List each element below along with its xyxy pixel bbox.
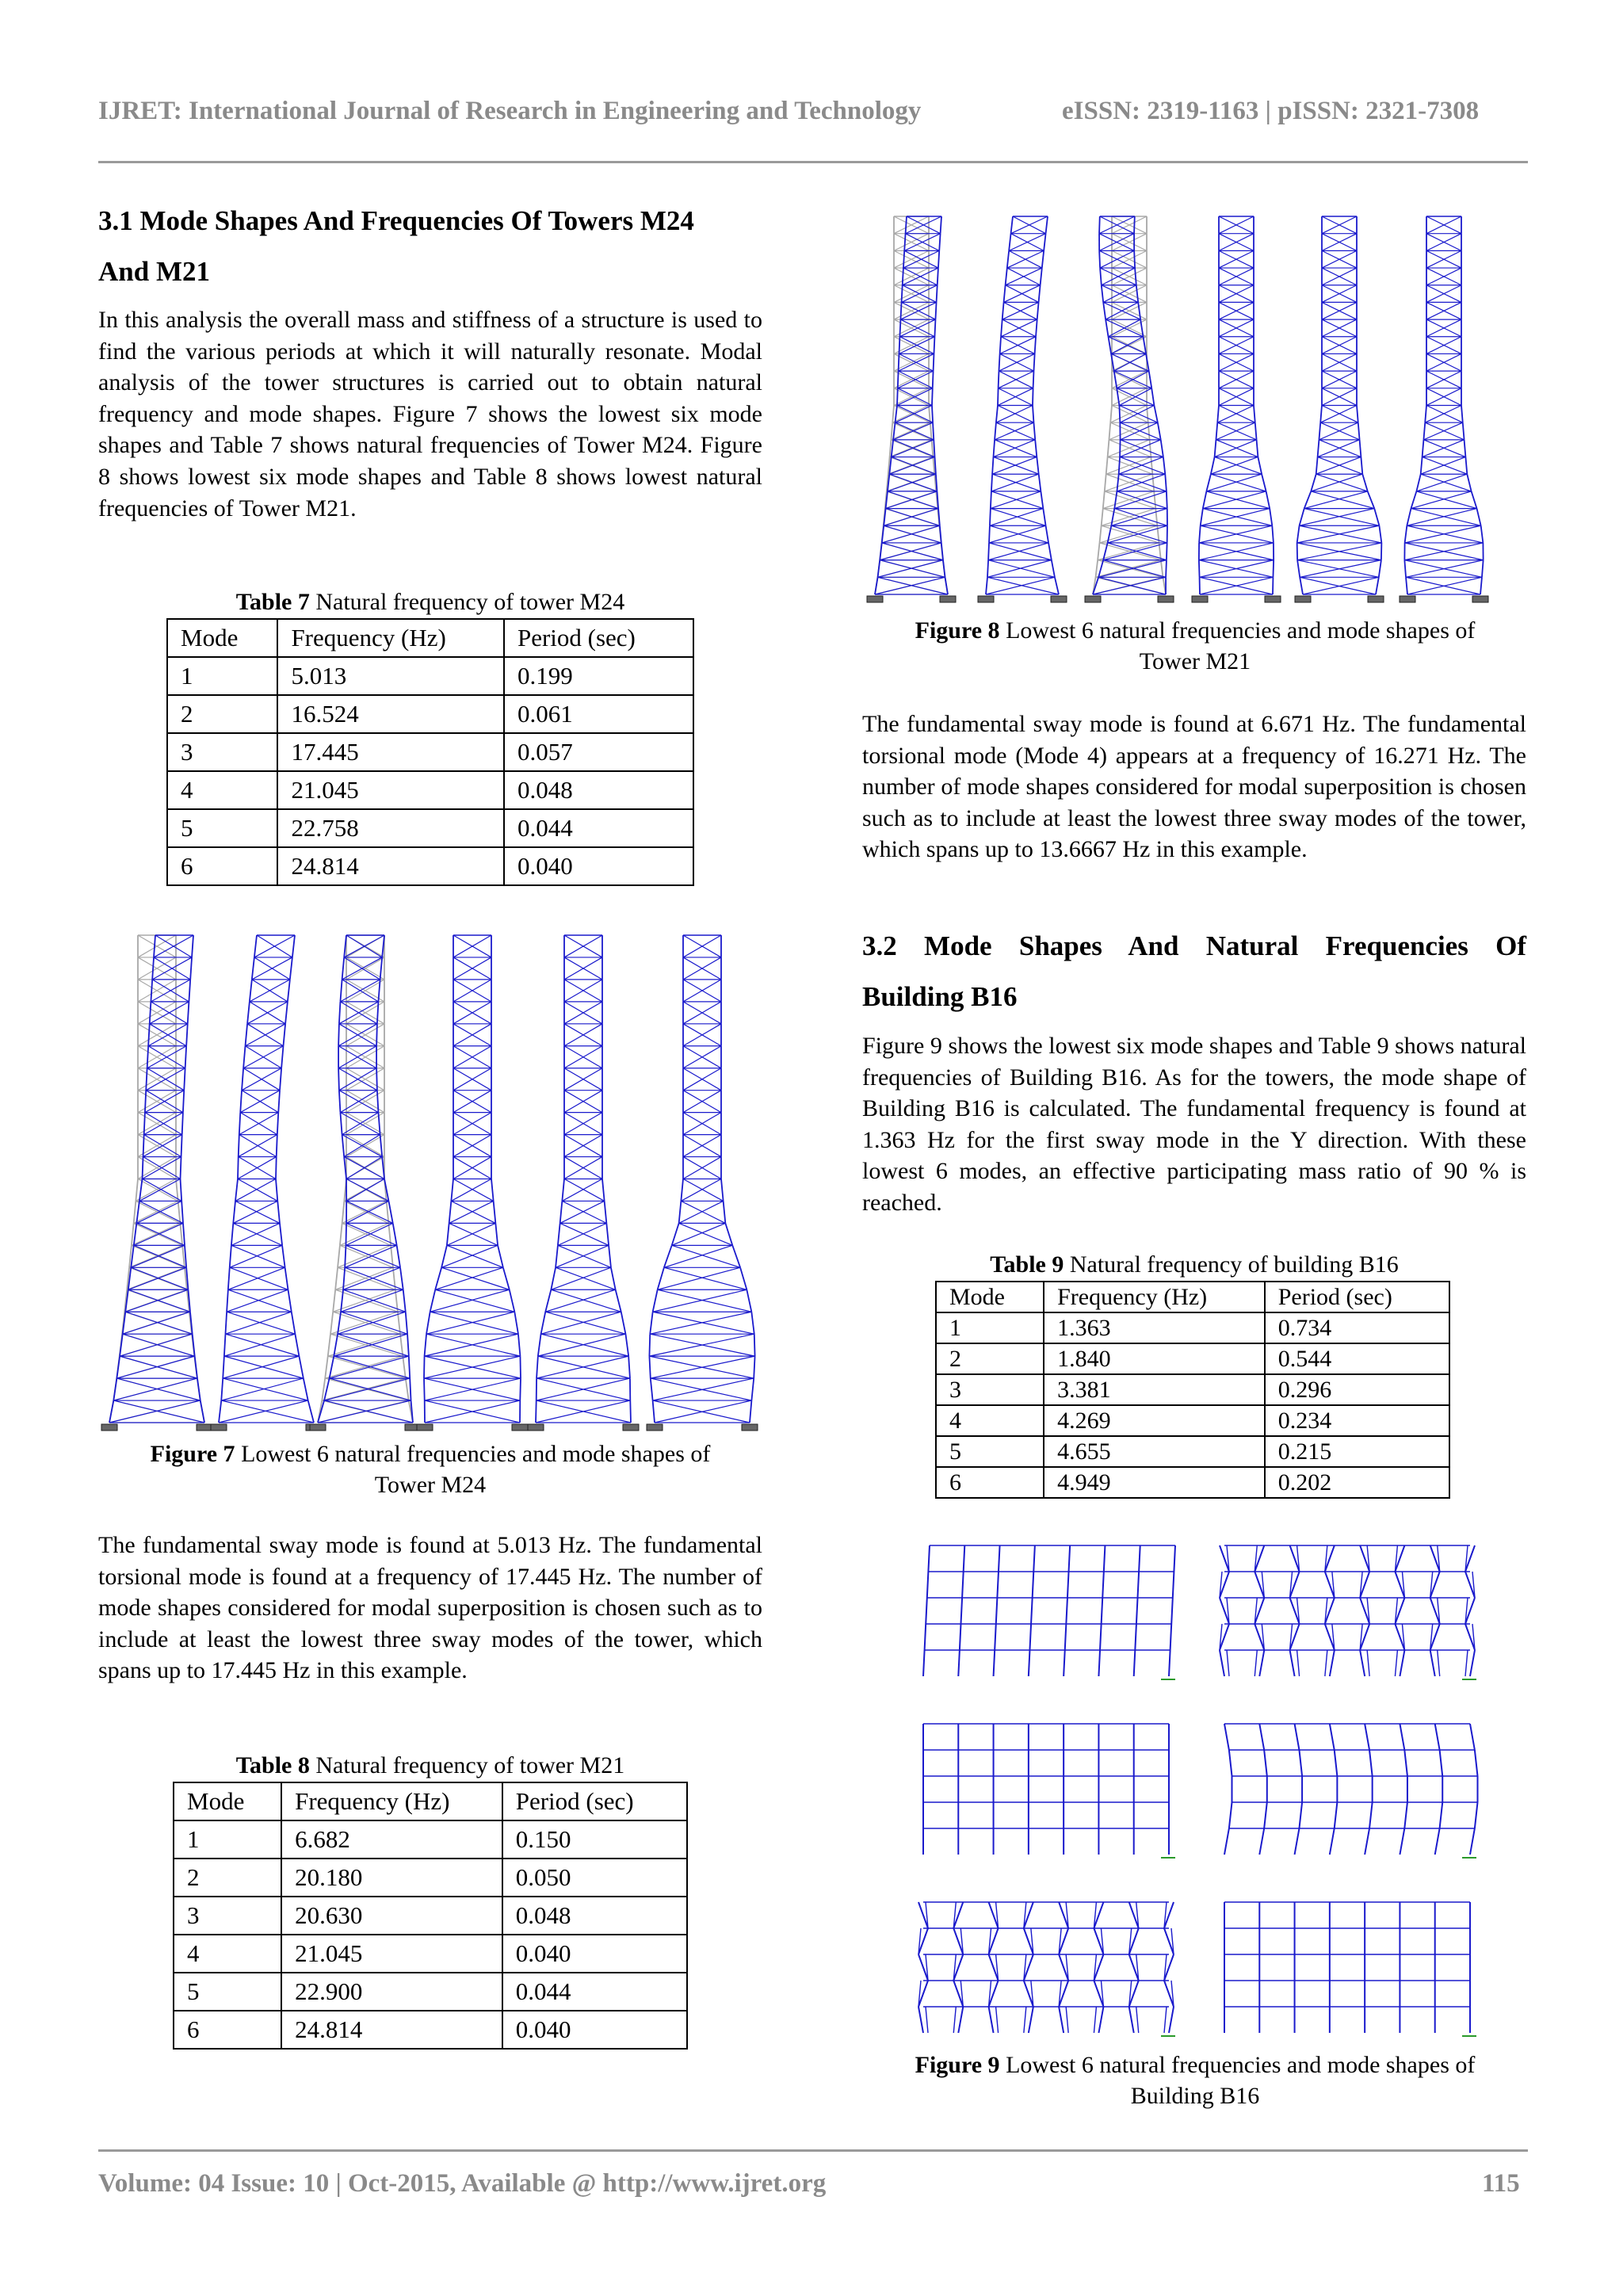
figure7-mode-shape-5 xyxy=(536,935,631,1423)
figure9-mode-shape-5 xyxy=(918,1902,1175,2036)
table-row xyxy=(936,1467,1449,1498)
table-cell: 2 xyxy=(174,1859,281,1897)
table-cell: 4.269 xyxy=(1044,1405,1265,1436)
table-header-row xyxy=(167,619,693,657)
figure7-mode-shape-4 xyxy=(424,935,521,1423)
header-rule xyxy=(98,161,1528,163)
figure7-caption xyxy=(98,1438,762,1500)
figure8-mode-shape-6 xyxy=(1404,216,1483,594)
figure8-caption xyxy=(862,615,1528,677)
table-cell: 0.044 xyxy=(502,1973,687,2011)
table-cell: 1 xyxy=(174,1820,281,1859)
table-cell: 5.013 xyxy=(277,657,504,695)
table-cell: 20.180 xyxy=(281,1859,502,1897)
table-cell: 4 xyxy=(174,1935,281,1973)
table7-title: Natural frequency of tower M24 xyxy=(315,589,625,615)
table-cell: 4.655 xyxy=(1044,1436,1265,1467)
column-header: Frequency (Hz) xyxy=(277,619,504,657)
section-3-1-paragraph: In this analysis the overall mass and stiffness of a structure is used to find the various periods at which it will naturally resonate. Modal analysis of the tower structures is carried out to obtain natural frequency and mode shapes. Figure 7 shows the lowest six mode shapes and Table 7 shows natural frequencies of Tower M24. Figure 8 shows lowest six mode shapes and Table 8 shows lowest natural frequencies of Tower M21. xyxy=(98,307,762,521)
table-cell: 3 xyxy=(936,1374,1044,1405)
table7 xyxy=(166,618,694,886)
table-cell: 6 xyxy=(167,847,277,885)
figure8-caption-line2: Tower M21 xyxy=(1139,648,1251,674)
table-cell: 21.045 xyxy=(281,1935,502,1973)
table-cell: 22.758 xyxy=(277,809,504,847)
table-cell: 1 xyxy=(936,1312,1044,1343)
table-cell: 4 xyxy=(167,771,277,809)
column-header: Period (sec) xyxy=(504,619,693,657)
table-cell: 3.381 xyxy=(1044,1374,1265,1405)
issn: eISSN: 2319-1163 | pISSN: 2321-7308 xyxy=(1062,97,1480,125)
table9-title: Natural frequency of building B16 xyxy=(1069,1251,1399,1278)
table-cell: 0.040 xyxy=(504,847,693,885)
table-cell: 24.814 xyxy=(281,2011,502,2049)
figure7-mode-shape-6 xyxy=(649,935,754,1423)
table-cell: 0.061 xyxy=(504,695,693,733)
table7-caption xyxy=(98,588,762,617)
table-cell: 6 xyxy=(174,2011,281,2049)
journal-title: IJRET: International Journal of Research in Engineering and Technology xyxy=(98,97,922,125)
table-row xyxy=(167,733,693,771)
table-cell: 22.900 xyxy=(281,1973,502,2011)
table-cell: 2 xyxy=(936,1343,1044,1374)
column-header: Frequency (Hz) xyxy=(281,1782,502,1820)
table-row xyxy=(174,1935,687,1973)
table-cell: 1.363 xyxy=(1044,1312,1265,1343)
table-cell: 3 xyxy=(167,733,277,771)
table-row xyxy=(174,1859,687,1897)
table-cell: 0.215 xyxy=(1265,1436,1449,1467)
table-cell: 1.840 xyxy=(1044,1343,1265,1374)
figure8-label: Figure 8 xyxy=(915,617,1000,644)
figure7-image xyxy=(100,927,789,1435)
column-header: Period (sec) xyxy=(502,1782,687,1820)
table-cell: 0.544 xyxy=(1265,1343,1449,1374)
figure8-mode-shape-2 xyxy=(986,216,1059,594)
table-cell: 6.682 xyxy=(281,1820,502,1859)
table-cell: 2 xyxy=(167,695,277,733)
table-cell: 20.630 xyxy=(281,1897,502,1935)
figure9-caption xyxy=(862,2050,1528,2111)
table-cell: 0.150 xyxy=(502,1820,687,1859)
table-cell: 0.057 xyxy=(504,733,693,771)
section-3-2-title-line1: 3.2 Mode Shapes And Natural Frequencies Of xyxy=(862,930,1526,961)
figure9-mode-shape-6 xyxy=(1224,1902,1476,2036)
table-cell: 0.044 xyxy=(504,809,693,847)
table-cell: 0.048 xyxy=(504,771,693,809)
figure8-mode-shape-3 xyxy=(1093,216,1167,594)
table9 xyxy=(935,1281,1450,1499)
figure9-mode-shape-1 xyxy=(923,1545,1175,1679)
figure7-caption-line2: Tower M24 xyxy=(374,1472,487,1498)
figure7-mode-shape-3 xyxy=(318,935,413,1423)
footer-rule xyxy=(98,2149,1528,2152)
table-row xyxy=(936,1405,1449,1436)
table-cell: 4.949 xyxy=(1044,1467,1265,1498)
table-cell: 4 xyxy=(936,1405,1044,1436)
table-cell: 6 xyxy=(936,1467,1044,1498)
column-header: Period (sec) xyxy=(1265,1282,1449,1312)
figure9-image xyxy=(919,1545,1490,2045)
table-cell: 17.445 xyxy=(277,733,504,771)
page-number: 115 xyxy=(1482,2169,1520,2198)
figure8-mode-shape-1 xyxy=(875,216,948,594)
table-cell: 24.814 xyxy=(277,847,504,885)
table7-label: Table 7 xyxy=(235,589,310,615)
column-header: Mode xyxy=(167,619,277,657)
table-cell: 0.296 xyxy=(1265,1374,1449,1405)
table-cell: 21.045 xyxy=(277,771,504,809)
figure8-discussion: The fundamental sway mode is found at 6.671 Hz. The fundamental torsional mode (Mode 4) appears at a frequency of 16.271 Hz. The number of mode shapes considered for modal superposition is chosen such as to include at least the lowest three sway modes of the tower, which spans up to 13.6667 Hz in this example. xyxy=(862,711,1526,863)
figure9-caption-line2: Building B16 xyxy=(1130,2083,1260,2109)
table-row xyxy=(936,1436,1449,1467)
table-row xyxy=(167,771,693,809)
figure7-caption-line1: Lowest 6 natural frequencies and mode shapes of xyxy=(241,1441,711,1467)
figure9-mode-shape-3 xyxy=(923,1724,1175,1858)
table-cell: 0.234 xyxy=(1265,1405,1449,1436)
figure9-label: Figure 9 xyxy=(915,2052,1000,2078)
table-row xyxy=(167,809,693,847)
table9-label: Table 9 xyxy=(990,1251,1064,1278)
figure9-mode-shape-2 xyxy=(1220,1545,1476,1679)
table8-title: Natural frequency of tower M21 xyxy=(315,1752,625,1778)
section-3-1-title-line1: 3.1 Mode Shapes And Frequencies Of Towers M24 xyxy=(98,205,694,236)
table-cell: 0.040 xyxy=(502,1935,687,1973)
table-cell: 0.202 xyxy=(1265,1467,1449,1498)
figure9-caption-line1: Lowest 6 natural frequencies and mode shapes of xyxy=(1006,2052,1476,2078)
column-header: Mode xyxy=(936,1282,1044,1312)
column-header: Mode xyxy=(174,1782,281,1820)
column-header: Frequency (Hz) xyxy=(1044,1282,1265,1312)
table-row xyxy=(174,2011,687,2049)
table-row xyxy=(174,1897,687,1935)
table-row xyxy=(936,1312,1449,1343)
table-cell: 1 xyxy=(167,657,277,695)
section-3-1-title xyxy=(98,196,694,297)
figure8-mode-shape-5 xyxy=(1297,216,1382,594)
table-row xyxy=(936,1343,1449,1374)
table-cell: 5 xyxy=(936,1436,1044,1467)
figure7-label: Figure 7 xyxy=(150,1441,235,1467)
figure7-mode-shape-2 xyxy=(219,935,314,1423)
figure9-mode-shape-4 xyxy=(1224,1724,1478,1858)
table-cell: 5 xyxy=(174,1973,281,2011)
table-row xyxy=(936,1374,1449,1405)
figure7-discussion: The fundamental sway mode is found at 5.013 Hz. The fundamental torsional mode is found at a frequency of 17.445 Hz. The number of mode shapes considered for modal superposition is chosen such as to include at least the lowest three sway modes of the tower, which spans up to 17.445 Hz in this example. xyxy=(98,1532,762,1684)
figure8-image xyxy=(872,210,1506,606)
section-3-2-paragraph: Figure 9 shows the lowest six mode shapes and Table 9 shows natural frequencies of Building B16. As for the towers, the mode shape of Building B16 is calculated. The fundamental frequency is found at 1.363 Hz for the first sway mode in the Y direction. With these lowest 6 modes, an effective participating mass ratio of 90 % is reached. xyxy=(862,1033,1526,1216)
table-cell: 3 xyxy=(174,1897,281,1935)
table-cell: 0.734 xyxy=(1265,1312,1449,1343)
figure8-mode-shape-4 xyxy=(1199,216,1274,594)
figure8-caption-line1: Lowest 6 natural frequencies and mode shapes of xyxy=(1006,617,1476,644)
figure7-mode-shape-1 xyxy=(109,935,204,1423)
table-header-row xyxy=(174,1782,687,1820)
table-cell: 0.048 xyxy=(502,1897,687,1935)
table-cell: 5 xyxy=(167,809,277,847)
table-row xyxy=(167,847,693,885)
table-cell: 0.040 xyxy=(502,2011,687,2049)
table-cell: 0.199 xyxy=(504,657,693,695)
table-row xyxy=(167,695,693,733)
section-3-2-title-line2: Building B16 xyxy=(862,981,1018,1012)
table8-caption xyxy=(98,1752,762,1780)
table-cell: 16.524 xyxy=(277,695,504,733)
table-row xyxy=(174,1820,687,1859)
table-row xyxy=(174,1973,687,2011)
table8-label: Table 8 xyxy=(235,1752,310,1778)
table-header-row xyxy=(936,1282,1449,1312)
table9-caption xyxy=(862,1251,1526,1279)
footer-volume: Volume: 04 Issue: 10 | Oct-2015, Available @ http://www.ijret.org xyxy=(98,2169,827,2198)
section-3-1-title-line2: And M21 xyxy=(98,256,210,287)
table8 xyxy=(173,1782,688,2050)
table-cell: 0.050 xyxy=(502,1859,687,1897)
table-row xyxy=(167,657,693,695)
